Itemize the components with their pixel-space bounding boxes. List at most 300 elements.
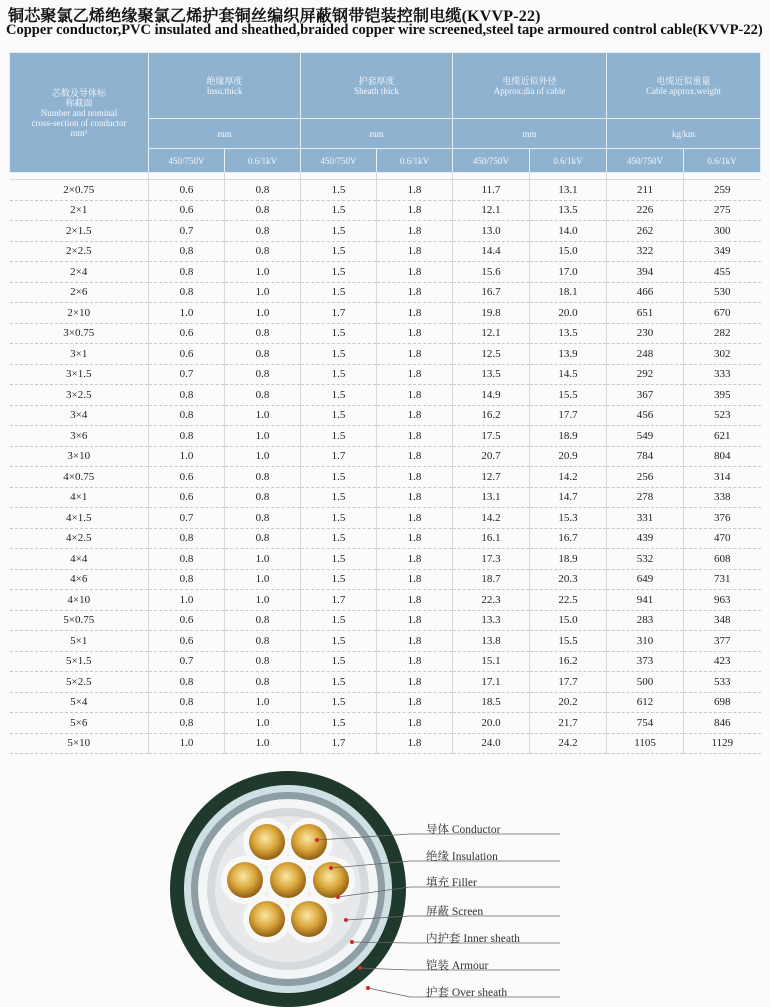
table-cell: 1.0 — [149, 446, 225, 467]
table-cell: 230 — [607, 323, 684, 344]
header-weight — [607, 53, 761, 119]
table-cell: 1.7 — [301, 446, 377, 467]
table-cell: 16.2 — [530, 651, 607, 672]
table-cell: 17.7 — [530, 405, 607, 426]
table-cell: 12.1 — [453, 200, 530, 221]
legend-conductor: 导体 Conductor — [426, 824, 501, 836]
table-cell: 1.8 — [377, 528, 453, 549]
table-cell: 1.8 — [377, 446, 453, 467]
legend-filler: 填充 Filler — [426, 877, 477, 889]
table-cell: 24.2 — [530, 733, 607, 754]
table-cell: 532 — [607, 549, 684, 570]
cell-conductor-size: 4×0.75 — [10, 467, 149, 488]
table-cell: 0.8 — [149, 569, 225, 590]
table-cell: 621 — [684, 426, 761, 447]
table-row — [10, 672, 761, 693]
table-row — [10, 631, 761, 652]
table-cell: 322 — [607, 241, 684, 262]
table-cell: 20.9 — [530, 446, 607, 467]
cell-conductor-size: 4×10 — [10, 590, 149, 611]
table-cell: 1.0 — [225, 590, 301, 611]
table-cell: 963 — [684, 590, 761, 611]
cell-conductor-size: 3×10 — [10, 446, 149, 467]
table-cell: 1.8 — [377, 344, 453, 365]
table-cell: 1.0 — [225, 692, 301, 713]
cell-conductor-size: 5×10 — [10, 733, 149, 754]
table-cell: 16.7 — [453, 282, 530, 303]
table-row — [10, 241, 761, 262]
table-row — [10, 303, 761, 324]
table-row — [10, 610, 761, 631]
table-cell: 0.8 — [225, 487, 301, 508]
table-cell: 14.2 — [530, 467, 607, 488]
table-cell: 1.5 — [301, 631, 377, 652]
header-insulation-cn: 绝缘厚度 — [206, 75, 243, 86]
table-cell: 0.8 — [225, 241, 301, 262]
table-cell: 1.8 — [377, 569, 453, 590]
table-cell: 1.5 — [301, 405, 377, 426]
table-cell: 1.0 — [225, 446, 301, 467]
table-cell: 1.0 — [225, 426, 301, 447]
table-cell: 941 — [607, 590, 684, 611]
table-cell: 0.7 — [149, 508, 225, 529]
table-cell: 310 — [607, 631, 684, 652]
table-cell: 15.5 — [530, 385, 607, 406]
table-cell: 18.9 — [530, 426, 607, 447]
table-cell: 1.5 — [301, 200, 377, 221]
table-cell: 14.2 — [453, 508, 530, 529]
legend-armour: 铠装 Armour — [426, 960, 489, 972]
table-cell: 1.8 — [377, 467, 453, 488]
legend-over-sheath: 护套 Over sheath — [426, 987, 508, 999]
table-cell: 16.2 — [453, 405, 530, 426]
table-cell: 0.8 — [149, 692, 225, 713]
table-cell: 394 — [607, 262, 684, 283]
cell-conductor-size: 5×0.75 — [10, 610, 149, 631]
table-cell: 17.5 — [453, 426, 530, 447]
table-cell: 0.8 — [225, 631, 301, 652]
table-cell: 1.0 — [225, 405, 301, 426]
table-cell: 13.1 — [453, 487, 530, 508]
table-cell: 533 — [684, 672, 761, 693]
table-cell: 338 — [684, 487, 761, 508]
table-cell: 1.0 — [225, 713, 301, 734]
table-row — [10, 446, 761, 467]
legend-screen: 屏蔽 Screen — [426, 906, 484, 918]
table-cell: 1.7 — [301, 733, 377, 754]
table-cell: 470 — [684, 528, 761, 549]
page-title-cn: 铜芯聚氯乙烯绝缘聚氯乙烯护套铜丝编织屏蔽钢带铠装控制电缆(KVVP-22) — [8, 8, 541, 25]
unit-diameter: mm — [453, 119, 607, 149]
table-row — [10, 426, 761, 447]
table-cell: 0.8 — [225, 344, 301, 365]
table-cell: 14.0 — [530, 221, 607, 242]
table-cell: 16.1 — [453, 528, 530, 549]
table-cell: 1.8 — [377, 590, 453, 611]
table-cell: 0.8 — [225, 200, 301, 221]
cell-conductor-size: 2×10 — [10, 303, 149, 324]
table-cell: 18.7 — [453, 569, 530, 590]
table-cell: 1.5 — [301, 610, 377, 631]
table-cell: 439 — [607, 528, 684, 549]
table-cell: 262 — [607, 221, 684, 242]
table-cell: 1.8 — [377, 364, 453, 385]
table-cell: 1.8 — [377, 733, 453, 754]
table-cell: 13.9 — [530, 344, 607, 365]
table-cell: 1.5 — [301, 323, 377, 344]
voltage-label: 450/750V — [607, 149, 684, 173]
table-cell: 0.8 — [225, 672, 301, 693]
cell-conductor-size: 5×4 — [10, 692, 149, 713]
table-cell: 367 — [607, 385, 684, 406]
table-cell: 15.1 — [453, 651, 530, 672]
table-cell: 300 — [684, 221, 761, 242]
table-cell: 1.8 — [377, 487, 453, 508]
cell-conductor-size: 2×4 — [10, 262, 149, 283]
legend-insulation: 绝缘 Insulation — [426, 851, 498, 863]
table-cell: 0.8 — [149, 549, 225, 570]
table-cell: 0.8 — [225, 528, 301, 549]
cell-conductor-size: 2×1 — [10, 200, 149, 221]
table-cell: 1129 — [684, 733, 761, 754]
table-cell: 15.6 — [453, 262, 530, 283]
table-cell: 0.6 — [149, 631, 225, 652]
table-row — [10, 733, 761, 754]
spec-table — [9, 52, 761, 754]
table-cell: 1.8 — [377, 549, 453, 570]
header-conductor-unit: mm² — [70, 127, 88, 138]
table-cell: 1.5 — [301, 364, 377, 385]
table-cell: 13.5 — [530, 200, 607, 221]
header-insulation-en: Insu.thick — [206, 85, 243, 96]
table-cell: 16.7 — [530, 528, 607, 549]
table-cell: 612 — [607, 692, 684, 713]
cell-conductor-size: 4×1 — [10, 487, 149, 508]
voltage-label: 0.6/1kV — [684, 149, 761, 173]
table-cell: 0.8 — [225, 364, 301, 385]
table-cell: 14.7 — [530, 487, 607, 508]
header-diameter-en: Approx.dia of cable — [493, 85, 566, 96]
table-cell: 0.8 — [225, 221, 301, 242]
table-cell: 1.8 — [377, 221, 453, 242]
table-cell: 13.5 — [453, 364, 530, 385]
table-cell: 0.6 — [149, 610, 225, 631]
table-cell: 1.8 — [377, 262, 453, 283]
voltage-label: 0.6/1kV — [225, 149, 301, 173]
table-cell: 1.8 — [377, 692, 453, 713]
table-cell: 0.6 — [149, 467, 225, 488]
table-cell: 18.9 — [530, 549, 607, 570]
table-cell: 1.5 — [301, 426, 377, 447]
table-row — [10, 323, 761, 344]
table-cell: 1.7 — [301, 303, 377, 324]
table-cell: 15.0 — [530, 610, 607, 631]
table-cell: 0.8 — [149, 385, 225, 406]
table-cell: 0.8 — [149, 426, 225, 447]
unit-weight: kg/km — [607, 119, 761, 149]
table-cell: 804 — [684, 446, 761, 467]
header-conductor-en: Number and nominal cross-section of conductor — [31, 107, 127, 128]
table-cell: 278 — [607, 487, 684, 508]
table-cell: 698 — [684, 692, 761, 713]
table-cell: 1.5 — [301, 467, 377, 488]
table-cell: 0.8 — [225, 323, 301, 344]
cell-conductor-size: 5×1.5 — [10, 651, 149, 672]
table-cell: 377 — [684, 631, 761, 652]
table-cell: 1.5 — [301, 221, 377, 242]
table-cell: 226 — [607, 200, 684, 221]
table-row — [10, 692, 761, 713]
table-cell: 1.5 — [301, 241, 377, 262]
voltage-label: 0.6/1kV — [530, 149, 607, 173]
cell-conductor-size: 2×1.5 — [10, 221, 149, 242]
table-row — [10, 467, 761, 488]
table-cell: 731 — [684, 569, 761, 590]
table-cell: 1.8 — [377, 610, 453, 631]
table-cell: 17.3 — [453, 549, 530, 570]
table-cell: 1.8 — [377, 303, 453, 324]
table-cell: 20.2 — [530, 692, 607, 713]
table-cell: 283 — [607, 610, 684, 631]
header-conductor-cn: 芯数及导体标称截面 — [52, 87, 107, 108]
table-cell: 1.8 — [377, 713, 453, 734]
table-cell: 651 — [607, 303, 684, 324]
table-cell: 20.0 — [530, 303, 607, 324]
table-cell: 0.7 — [149, 651, 225, 672]
cell-conductor-size: 3×4 — [10, 405, 149, 426]
table-cell: 0.8 — [149, 405, 225, 426]
table-cell: 15.0 — [530, 241, 607, 262]
header-diameter — [453, 53, 607, 119]
table-row — [10, 528, 761, 549]
table-cell: 14.4 — [453, 241, 530, 262]
table-cell: 331 — [607, 508, 684, 529]
table-cell: 1.0 — [149, 733, 225, 754]
table-cell: 1.5 — [301, 180, 377, 201]
table-cell: 349 — [684, 241, 761, 262]
table-row — [10, 508, 761, 529]
cell-conductor-size: 2×0.75 — [10, 180, 149, 201]
table-cell: 530 — [684, 282, 761, 303]
table-cell: 15.5 — [530, 631, 607, 652]
table-cell: 18.5 — [453, 692, 530, 713]
table-row — [10, 405, 761, 426]
table-cell: 20.3 — [530, 569, 607, 590]
table-cell: 11.7 — [453, 180, 530, 201]
table-cell: 1.5 — [301, 713, 377, 734]
table-cell: 348 — [684, 610, 761, 631]
table-cell: 0.8 — [149, 282, 225, 303]
table-cell: 0.8 — [225, 180, 301, 201]
table-cell: 1.5 — [301, 672, 377, 693]
table-cell: 0.6 — [149, 487, 225, 508]
table-body — [10, 173, 761, 754]
cell-conductor-size: 4×2.5 — [10, 528, 149, 549]
cell-conductor-size: 4×4 — [10, 549, 149, 570]
table-cell: 1.0 — [225, 262, 301, 283]
table-cell: 1.8 — [377, 426, 453, 447]
table-cell: 211 — [607, 180, 684, 201]
table-cell: 314 — [684, 467, 761, 488]
table-cell: 0.6 — [149, 180, 225, 201]
unit-sheath: mm — [301, 119, 453, 149]
table-cell: 1.8 — [377, 405, 453, 426]
table-cell: 275 — [684, 200, 761, 221]
table-cell: 1.5 — [301, 282, 377, 303]
table-cell: 13.3 — [453, 610, 530, 631]
table-cell: 1.8 — [377, 651, 453, 672]
table-cell: 1.5 — [301, 385, 377, 406]
table-row — [10, 651, 761, 672]
header-sheath-cn: 护套厚度 — [358, 75, 395, 86]
table-cell: 1.0 — [225, 549, 301, 570]
table-cell: 282 — [684, 323, 761, 344]
cell-conductor-size: 2×6 — [10, 282, 149, 303]
table-cell: 0.8 — [149, 672, 225, 693]
cell-conductor-size: 4×1.5 — [10, 508, 149, 529]
table-cell: 500 — [607, 672, 684, 693]
table-cell: 456 — [607, 405, 684, 426]
table-cell: 373 — [607, 651, 684, 672]
legend-inner-sheath: 内护套 Inner sheath — [426, 933, 520, 945]
table-cell: 1.5 — [301, 508, 377, 529]
header-conductor — [10, 53, 149, 173]
table-row — [10, 590, 761, 611]
table-cell: 0.8 — [225, 385, 301, 406]
table-cell: 18.1 — [530, 282, 607, 303]
table-cell: 754 — [607, 713, 684, 734]
page-title-en: Copper conductor,PVC insulated and sheathed,braided copper wire screened,steel tape armoured control cable(KVVP-22) — [6, 22, 763, 38]
cell-conductor-size: 3×1 — [10, 344, 149, 365]
table-cell: 1.8 — [377, 323, 453, 344]
table-cell: 1.5 — [301, 487, 377, 508]
table-cell: 256 — [607, 467, 684, 488]
table-cell: 0.8 — [225, 467, 301, 488]
table-cell: 649 — [607, 569, 684, 590]
cell-conductor-size: 4×6 — [10, 569, 149, 590]
table-cell: 0.6 — [149, 323, 225, 344]
table-cell: 1.8 — [377, 385, 453, 406]
header-diameter-cn: 电缆近似外径 — [502, 75, 557, 86]
cell-conductor-size: 3×0.75 — [10, 323, 149, 344]
table-cell: 1.0 — [225, 303, 301, 324]
header-weight-en: Cable approx.weight — [646, 85, 722, 96]
table-cell: 21.7 — [530, 713, 607, 734]
table-cell: 248 — [607, 344, 684, 365]
table-cell: 0.8 — [225, 508, 301, 529]
table-cell: 1.8 — [377, 672, 453, 693]
table-cell: 423 — [684, 651, 761, 672]
table-cell: 24.0 — [453, 733, 530, 754]
table-cell: 1.8 — [377, 282, 453, 303]
table-cell: 1.8 — [377, 200, 453, 221]
table-cell: 13.0 — [453, 221, 530, 242]
table-cell: 1105 — [607, 733, 684, 754]
table-cell: 13.8 — [453, 631, 530, 652]
table-cell: 1.5 — [301, 651, 377, 672]
cell-conductor-size: 3×2.5 — [10, 385, 149, 406]
table-cell: 670 — [684, 303, 761, 324]
table-row — [10, 549, 761, 570]
table-row — [10, 221, 761, 242]
table-row — [10, 282, 761, 303]
table-cell: 1.8 — [377, 508, 453, 529]
table-row — [10, 200, 761, 221]
table-cell: 466 — [607, 282, 684, 303]
table-cell: 0.8 — [225, 610, 301, 631]
table-cell: 523 — [684, 405, 761, 426]
table-cell: 15.3 — [530, 508, 607, 529]
cell-conductor-size: 3×1.5 — [10, 364, 149, 385]
table-spacer — [10, 173, 761, 180]
cell-conductor-size: 5×6 — [10, 713, 149, 734]
table-cell: 1.5 — [301, 262, 377, 283]
cell-conductor-size: 2×2.5 — [10, 241, 149, 262]
cell-conductor-size: 3×6 — [10, 426, 149, 447]
table-cell: 1.0 — [149, 590, 225, 611]
table-cell: 0.8 — [225, 651, 301, 672]
table-row — [10, 385, 761, 406]
table-cell: 12.5 — [453, 344, 530, 365]
table-cell: 846 — [684, 713, 761, 734]
table-cell: 17.1 — [453, 672, 530, 693]
table-cell: 1.5 — [301, 549, 377, 570]
table-cell: 17.7 — [530, 672, 607, 693]
table-row — [10, 569, 761, 590]
table-cell: 20.7 — [453, 446, 530, 467]
table-cell: 1.5 — [301, 569, 377, 590]
table-cell: 1.0 — [225, 282, 301, 303]
table-cell: 13.5 — [530, 323, 607, 344]
table-row — [10, 364, 761, 385]
table-cell: 13.1 — [530, 180, 607, 201]
table-cell: 1.5 — [301, 528, 377, 549]
header-sheath — [301, 53, 453, 119]
header-weight-cn: 电缆近似重量 — [656, 75, 711, 86]
table-cell: 0.8 — [149, 241, 225, 262]
table-cell: 17.0 — [530, 262, 607, 283]
voltage-label: 450/750V — [301, 149, 377, 173]
table-cell: 22.5 — [530, 590, 607, 611]
table-cell: 19.8 — [453, 303, 530, 324]
table-cell: 14.9 — [453, 385, 530, 406]
table-cell: 259 — [684, 180, 761, 201]
table-cell: 1.0 — [149, 303, 225, 324]
table-cell: 0.7 — [149, 221, 225, 242]
table-cell: 22.3 — [453, 590, 530, 611]
table-row — [10, 487, 761, 508]
table-row — [10, 344, 761, 365]
table-cell: 333 — [684, 364, 761, 385]
table-cell: 20.0 — [453, 713, 530, 734]
voltage-label: 450/750V — [453, 149, 530, 173]
table-cell: 1.0 — [225, 733, 301, 754]
table-cell: 608 — [684, 549, 761, 570]
header-insulation — [149, 53, 301, 119]
table-cell: 292 — [607, 364, 684, 385]
table-cell: 784 — [607, 446, 684, 467]
table-row — [10, 180, 761, 201]
table-cell: 1.8 — [377, 631, 453, 652]
table-row — [10, 713, 761, 734]
table-cell: 0.6 — [149, 200, 225, 221]
table-cell: 549 — [607, 426, 684, 447]
table-cell: 1.0 — [225, 569, 301, 590]
table-cell: 12.1 — [453, 323, 530, 344]
table-cell: 1.5 — [301, 692, 377, 713]
table-cell: 395 — [684, 385, 761, 406]
table-cell: 0.8 — [149, 713, 225, 734]
